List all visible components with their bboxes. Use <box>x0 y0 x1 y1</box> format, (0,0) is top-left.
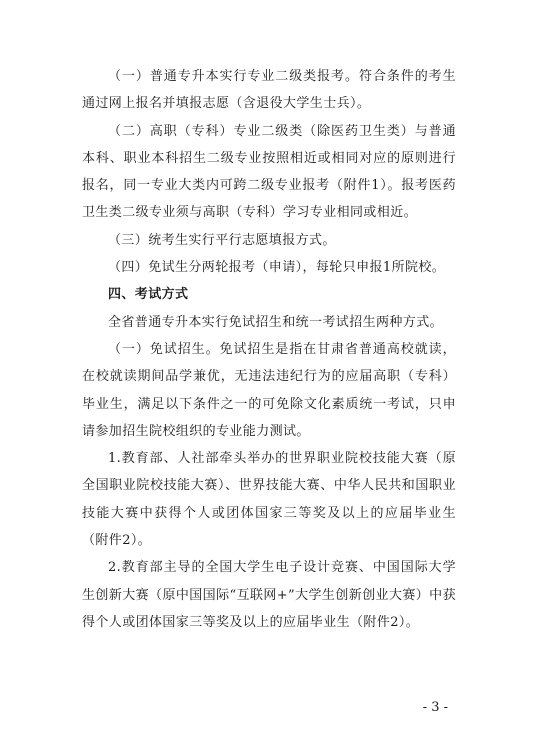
section-heading-exam-method: 四、考试方式 <box>108 287 189 303</box>
page-number: - 3 - <box>422 700 448 715</box>
paragraph-1: （一）普通专升本实行专业二级类报考。符合条件的考生通过网上报名并填报志愿（含退役大学生士兵）。 <box>82 69 456 112</box>
paragraph-3: （三）统考生实行平行志愿填报方式。 <box>108 232 336 248</box>
document-body <box>82 63 456 636</box>
paragraph-6: 全省普通专升本实行免试招生和统一考试招生两种方式。 <box>108 314 444 330</box>
paragraph-7: （一）免试招生。免试招生是指在甘肃省普通高校就读，在校就读期间品学兼优，无违法违纪行为的应届高职（专科）毕业生，满足以下条件之一的可免除文化素质统一考试，只申请参加招生院校组织的专业能力测试。 <box>82 341 456 439</box>
paragraph-4: （四）免试生分两轮报考（申请），每轮只申报1所院校。 <box>108 260 446 276</box>
paragraph-9: 2.教育部主导的全国大学生电子设计竞赛、中国国际大学生创新大赛（原中国国际“互联网+”大学生创新创业大赛）中获得个人或团体国家三等奖及以上的应届毕业生（附件2）。 <box>82 560 456 630</box>
paragraph-8: 1.教育部、人社部牵头举办的世界职业院校技能大赛（原全国职业院校技能大赛）、世界技能大赛、中华人民共和国职业技能大赛中获得个人或团体国家三等奖及以上的应届毕业生（附件2）。 <box>82 451 456 549</box>
paragraph-2: （二）高职（专科）专业二级类（除医药卫生类）与普通本科、职业本科招生二级专业按照相近或相同对应的原则进行报名，同一专业大类内可跨二级专业报考（附件1）。报考医药卫生类二级专业须与高职（专科）学习专业相同或相近。 <box>82 123 456 221</box>
